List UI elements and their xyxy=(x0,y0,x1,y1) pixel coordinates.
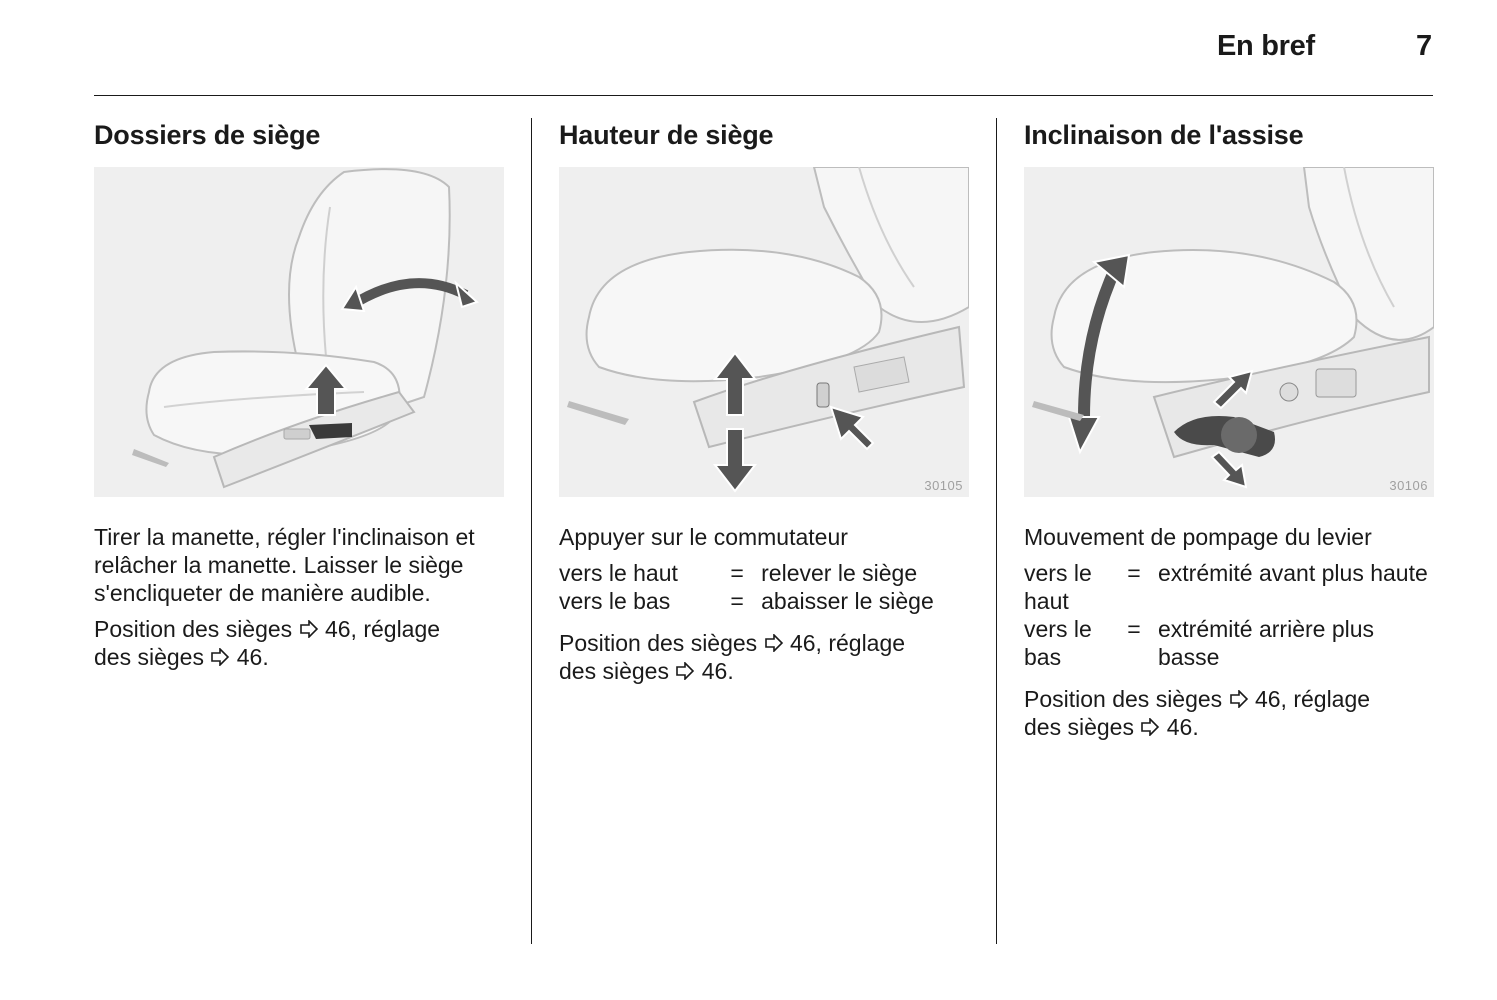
cross-reference xyxy=(1024,685,1434,741)
ref-page: 46, réglage xyxy=(789,630,906,656)
instruction-text: Appuyer sur le commutateur xyxy=(559,524,848,550)
action-value: extrémité arrière plus basse xyxy=(1158,616,1375,670)
ref-text: Position des sièges xyxy=(94,616,293,642)
cushion-tilt-figure xyxy=(1024,167,1434,497)
action-key: vers le haut xyxy=(559,560,678,586)
backrest-figure xyxy=(94,167,504,497)
instruction-text: Mouvement de pompage du levier xyxy=(1024,524,1372,550)
action-key: vers le bas xyxy=(559,588,671,614)
page-reference-arrow-icon xyxy=(1229,690,1249,708)
column-divider xyxy=(996,118,997,944)
action-table xyxy=(1024,559,1434,671)
ref-page: 46. xyxy=(701,658,734,684)
instruction-text: Tirer la manette, régler l'inclinaison et relâcher la manette. Laisser le siège s'encliqueter de manière audible. xyxy=(94,524,475,606)
page-number: 7 xyxy=(1416,30,1433,62)
cross-reference xyxy=(559,629,969,685)
action-eq: = xyxy=(730,588,744,614)
figure-code: 30106 xyxy=(1389,478,1428,493)
action-key: vers le haut xyxy=(1024,560,1092,614)
ref-text: Position des sièges xyxy=(1024,686,1223,712)
header-divider xyxy=(94,95,1433,96)
ref-text: des sièges xyxy=(94,644,204,670)
figure-code: 30105 xyxy=(924,478,963,493)
action-value: extrémité avant plus haute xyxy=(1158,560,1428,586)
action-eq: = xyxy=(730,560,744,586)
section-cushion-tilt xyxy=(1024,118,1434,749)
action-eq: = xyxy=(1127,616,1141,642)
page-reference-arrow-icon xyxy=(675,662,695,680)
ref-page: 46, réglage xyxy=(1254,686,1371,712)
action-value: abaisser le siège xyxy=(761,588,934,614)
seat-cushion-tilt-lever-illustration xyxy=(1024,167,1434,497)
action-eq: = xyxy=(1127,560,1141,586)
seat-height-switch-illustration xyxy=(559,167,969,497)
section-title: Dossiers de siège xyxy=(94,120,321,150)
ref-page: 46. xyxy=(236,644,269,670)
seat-height-figure xyxy=(559,167,969,497)
page-reference-arrow-icon xyxy=(1140,718,1160,736)
cross-reference xyxy=(94,615,504,671)
section-title: Hauteur de siège xyxy=(559,120,774,150)
column-divider xyxy=(531,118,532,944)
page-reference-arrow-icon xyxy=(299,620,319,638)
section-backrest xyxy=(94,118,504,679)
section-title: Inclinaison de l'assise xyxy=(1024,120,1304,150)
action-key: vers le bas xyxy=(1024,616,1092,670)
action-table xyxy=(559,559,969,615)
ref-text: des sièges xyxy=(1024,714,1134,740)
ref-page: 46, réglage xyxy=(324,616,441,642)
ref-text: Position des sièges xyxy=(559,630,758,656)
page-section-title: En bref xyxy=(1217,30,1315,62)
page-reference-arrow-icon xyxy=(764,634,784,652)
action-value: relever le siège xyxy=(761,560,918,586)
section-seat-height xyxy=(559,118,969,693)
page-reference-arrow-icon xyxy=(210,648,230,666)
ref-page: 46. xyxy=(1166,714,1199,740)
ref-text: des sièges xyxy=(559,658,669,684)
seat-backrest-recline-illustration xyxy=(94,167,504,497)
